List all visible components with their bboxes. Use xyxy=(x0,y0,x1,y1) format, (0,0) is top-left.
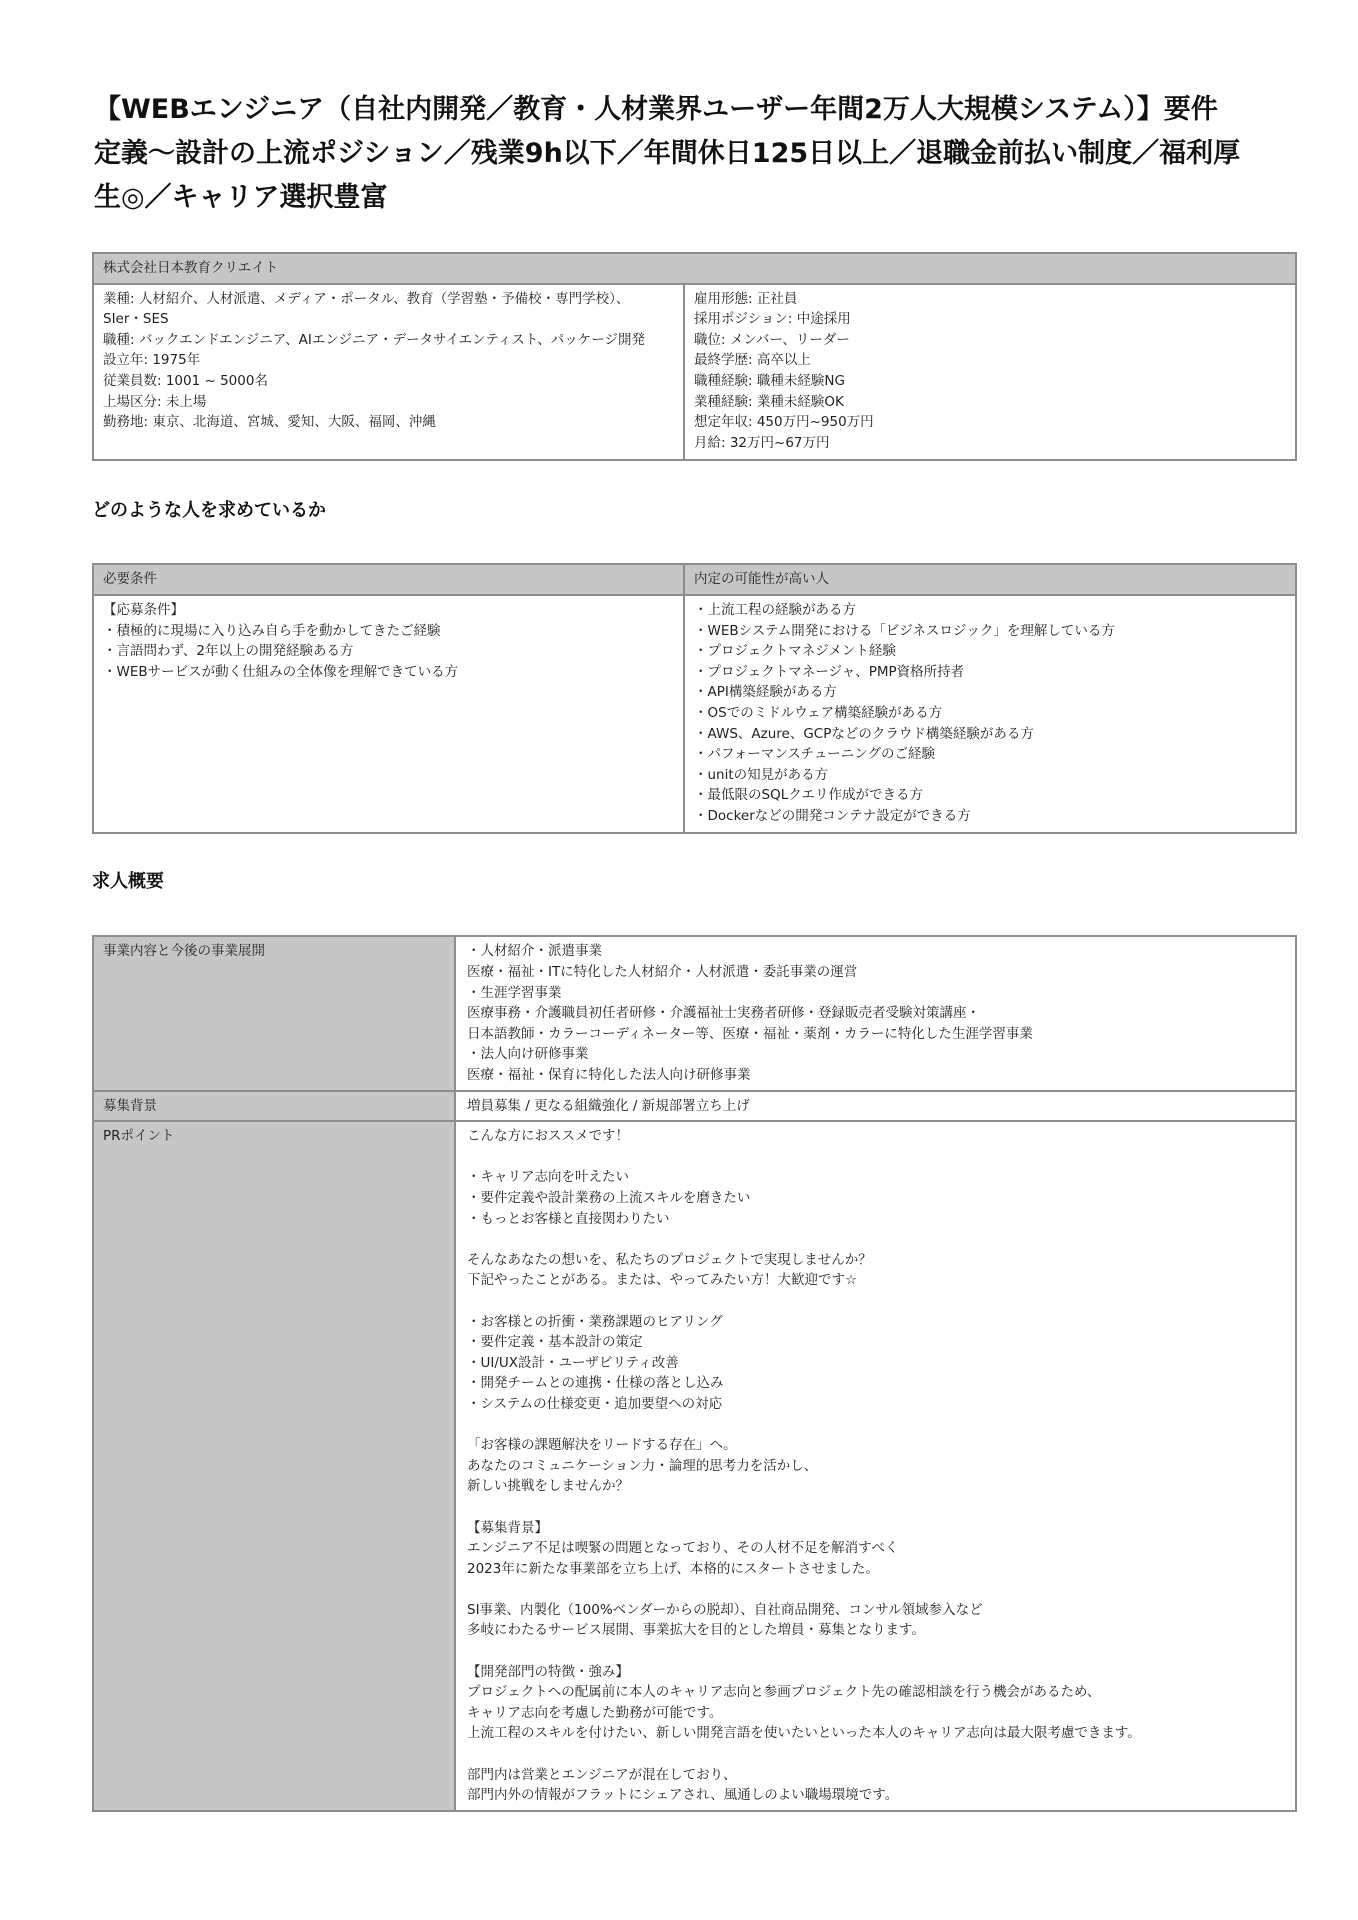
overview-row-pr-points xyxy=(94,1120,1295,1810)
preferred-qualification-line: ・API構築経験がある方 xyxy=(694,684,837,701)
row-value xyxy=(456,937,1295,1089)
page-title-line: 生◎／キャリア選択豊富 xyxy=(94,182,388,213)
company-profile-line: 職種: バックエンドエンジニア、AIエンジニア・データサイエンティスト、パッケージ開発 xyxy=(103,331,645,348)
paragraph xyxy=(694,600,1286,827)
preferred-qualification-line: ・プロジェクトマネジメント経験 xyxy=(694,643,896,660)
preferred-qualification-line: ・上流工程の経験がある方 xyxy=(694,601,856,618)
requirements-header-row xyxy=(94,565,1295,596)
pr-point-line: 【開発部門の特徴・強み】 xyxy=(467,1663,629,1680)
preferred-qualification-line: ・パフォーマンスチューニングのご経験 xyxy=(694,746,935,763)
row-label: 事業内容と今後の事業展開 xyxy=(94,937,456,1089)
paragraph xyxy=(467,1662,1286,1744)
required-conditions-header: 必要条件 xyxy=(94,565,685,594)
pr-point-line: エンジニア不足は喫緊の問題となっており、その人材不足を解消すべく xyxy=(467,1540,899,1557)
pr-point-line: ・UI/UX設計・ユーザビリティ改善 xyxy=(467,1354,679,1371)
paragraph xyxy=(467,1250,1286,1291)
pr-point-line: 【募集背景】 xyxy=(467,1519,548,1536)
row-value xyxy=(456,1122,1295,1810)
employment-detail-line: 想定年収: 450万円~950万円 xyxy=(694,414,874,431)
paragraph xyxy=(467,941,1286,1085)
paragraph xyxy=(467,1126,1286,1147)
preferred-qualification-line: ・OSでのミドルウェア構築経験がある方 xyxy=(694,704,943,721)
business-description-line: 医療・福祉・保育に特化した法人向け研修事業 xyxy=(467,1067,751,1084)
business-description-line: ・生涯学習事業 xyxy=(467,984,562,1001)
business-description-line: ・法人向け研修事業 xyxy=(467,1046,589,1063)
required-condition-line: ・WEBサービスが動く仕組みの全体像を理解できている方 xyxy=(103,663,459,680)
employment-detail-line: 業種経験: 業種未経験OK xyxy=(694,393,844,410)
row-value xyxy=(456,1092,1295,1121)
page-title-line: 定義～設計の上流ポジション／残業9h以下／年間休日125日以上／退職金前払い制度／福利厚 xyxy=(94,138,1241,169)
required-condition-line: 【応募条件】 xyxy=(103,601,184,618)
company-info-table xyxy=(92,252,1297,461)
employment-detail-line: 月給: 32万円~67万円 xyxy=(694,434,830,451)
company-profile-line: 勤務地: 東京、北海道、宮城、愛知、大阪、福岡、沖縄 xyxy=(103,414,436,431)
paragraph xyxy=(467,1518,1286,1580)
pr-point-line: 多岐にわたるサービス展開、事業拡大を目的とした増員・募集となります。 xyxy=(467,1622,925,1639)
section-heading-ideal-candidate: どのような人を求めているか xyxy=(92,500,326,522)
page-title xyxy=(94,88,1304,220)
preferred-qualifications-cell xyxy=(685,596,1295,833)
row-label: PRポイント xyxy=(94,1122,456,1810)
preferred-qualification-line: ・Dockerなどの開発コンテナ設定ができる方 xyxy=(694,807,971,824)
pr-point-line: 新しい挑戦をしませんか？ xyxy=(467,1478,629,1495)
company-name: 株式会社日本教育クリエイト xyxy=(103,260,279,276)
paragraph xyxy=(467,1312,1286,1415)
employment-detail-line: 職位: メンバー、リーダー xyxy=(694,331,850,348)
pr-point-line: ・キャリア志向を叶えたい xyxy=(467,1169,629,1186)
pr-point-line: プロジェクトへの配属前に本人のキャリア志向と参画プロジェクト先の確認相談を行う機会があるため、 xyxy=(467,1684,1101,1701)
pr-point-line: SI事業、内製化（100%ベンダーからの脱却）、自社商品開発、コンサル領域参入など xyxy=(467,1601,983,1618)
paragraph xyxy=(103,289,674,433)
recruitment-background-line: 増員募集 / 更なる組織強化 / 新規部署立ち上げ xyxy=(467,1097,750,1114)
row-label: 募集背景 xyxy=(94,1092,456,1121)
company-profile-line: 業種: 人材紹介、人材派遣、メディア・ポータル、教育（学習塾・予備校・専門学校）、 xyxy=(103,290,630,307)
required-condition-line: ・積極的に現場に入り込み自ら手を動かしてきたご経験 xyxy=(103,622,441,639)
employment-details-cell xyxy=(685,285,1295,460)
company-name-header xyxy=(94,254,1295,285)
business-description-line: ・人材紹介・派遣事業 xyxy=(467,943,602,960)
preferred-qualifications-header: 内定の可能性が高い人 xyxy=(694,571,829,588)
section-heading-job-overview: 求人概要 xyxy=(92,871,164,893)
pr-point-line: そんなあなたの想いを、私たちのプロジェクトで実現しませんか？ xyxy=(467,1251,872,1268)
company-profile-line: 上場区分: 未上場 xyxy=(103,393,207,410)
pr-point-line: 下記やったことがある。または、やってみたい方！大歓迎です☆ xyxy=(467,1272,858,1289)
company-profile-line: 設立年: 1975年 xyxy=(103,352,201,369)
company-profile-cell xyxy=(94,285,685,460)
pr-point-line: ・要件定義・基本設計の策定 xyxy=(467,1334,643,1351)
pr-point-line: こんな方におススメです！ xyxy=(467,1128,629,1145)
paragraph xyxy=(467,1167,1286,1229)
job-overview-table xyxy=(92,935,1297,1811)
overview-row-recruitment-background xyxy=(94,1090,1295,1121)
employment-detail-line: 採用ポジション: 中途採用 xyxy=(694,311,851,328)
required-condition-line: ・言語問わず、2年以上の開発経験ある方 xyxy=(103,643,354,660)
company-info-body xyxy=(94,285,1295,460)
pr-point-line: ・お客様との折衝・業務課題のヒアリング xyxy=(467,1313,723,1330)
business-description-line: 医療事務・介護職員初任者研修・介護福祉士実務者研修・登録販売者受験対策講座・ xyxy=(467,1005,980,1022)
employment-detail-line: 最終学歴: 高卒以上 xyxy=(694,352,811,369)
overview-row-business xyxy=(94,937,1295,1089)
pr-point-line: ・システムの仕様変更・追加要望への対応 xyxy=(467,1395,723,1412)
requirements-body xyxy=(94,596,1295,833)
pr-point-line: 上流工程のスキルを付けたい、新しい開発言語を使いたいといった本人のキャリア志向は最大限考慮できます。 xyxy=(467,1725,1141,1742)
employment-detail-line: 雇用形態: 正社員 xyxy=(694,290,798,307)
company-profile-line: 従業員数: 1001 ~ 5000名 xyxy=(103,372,268,389)
required-conditions-cell xyxy=(94,596,685,833)
preferred-qualification-line: ・AWS、Azure、GCPなどのクラウド構築経験がある方 xyxy=(694,725,1034,742)
pr-point-line: 部門内外の情報がフラットにシェアされ、風通しのよい職場環境です。 xyxy=(467,1787,899,1804)
pr-point-line: 部門内は営業とエンジニアが混在しており、 xyxy=(467,1766,737,1783)
pr-point-line: あなたのコミュニケーション力・論理的思考力を活かし、 xyxy=(467,1457,818,1474)
pr-point-line: キャリア志向を考慮した勤務が可能です。 xyxy=(467,1704,723,1721)
business-description-line: 日本語教師・カラーコーディネーター等、医療・福祉・薬剤・カラーに特化した生涯学習事業 xyxy=(467,1025,1033,1042)
company-profile-line: SIer・SES xyxy=(103,311,169,328)
paragraph xyxy=(694,289,1286,454)
paragraph xyxy=(467,1765,1286,1806)
requirements-table xyxy=(92,563,1297,834)
paragraph xyxy=(467,1435,1286,1497)
preferred-qualification-line: ・プロジェクトマネージャ、PMP資格所持者 xyxy=(694,663,965,680)
paragraph xyxy=(467,1096,1286,1117)
preferred-qualification-line: ・WEBシステム開発における「ビジネスロジック」を理解している方 xyxy=(694,622,1115,639)
preferred-qualification-line: ・最低限のSQLクエリ作成ができる方 xyxy=(694,787,923,804)
pr-point-line: ・要件定義や設計業務の上流スキルを磨きたい xyxy=(467,1190,751,1206)
paragraph xyxy=(467,1600,1286,1641)
paragraph xyxy=(103,600,674,682)
page-title-line: 【WEBエンジニア（自社内開発／教育・人材業界ユーザー年間2万人大規模システム）】要件 xyxy=(94,94,1218,125)
paragraph xyxy=(94,88,1304,220)
pr-point-line: 「お客様の課題解決をリードする存在」へ。 xyxy=(467,1437,737,1454)
pr-point-line: ・もっとお客様と直接関わりたい xyxy=(467,1210,670,1227)
pr-point-line: 2023年に新たな事業部を立ち上げ、本格的にスタートさせました。 xyxy=(467,1560,879,1577)
preferred-qualification-line: ・unitの知見がある方 xyxy=(694,766,829,783)
employment-detail-line: 職種経験: 職種未経験NG xyxy=(694,372,845,389)
pr-point-line: ・開発チームとの連携・仕様の落とし込み xyxy=(467,1375,724,1392)
business-description-line: 医療・福祉・ITに特化した人材紹介・人材派遣・委託事業の運営 xyxy=(467,964,858,981)
